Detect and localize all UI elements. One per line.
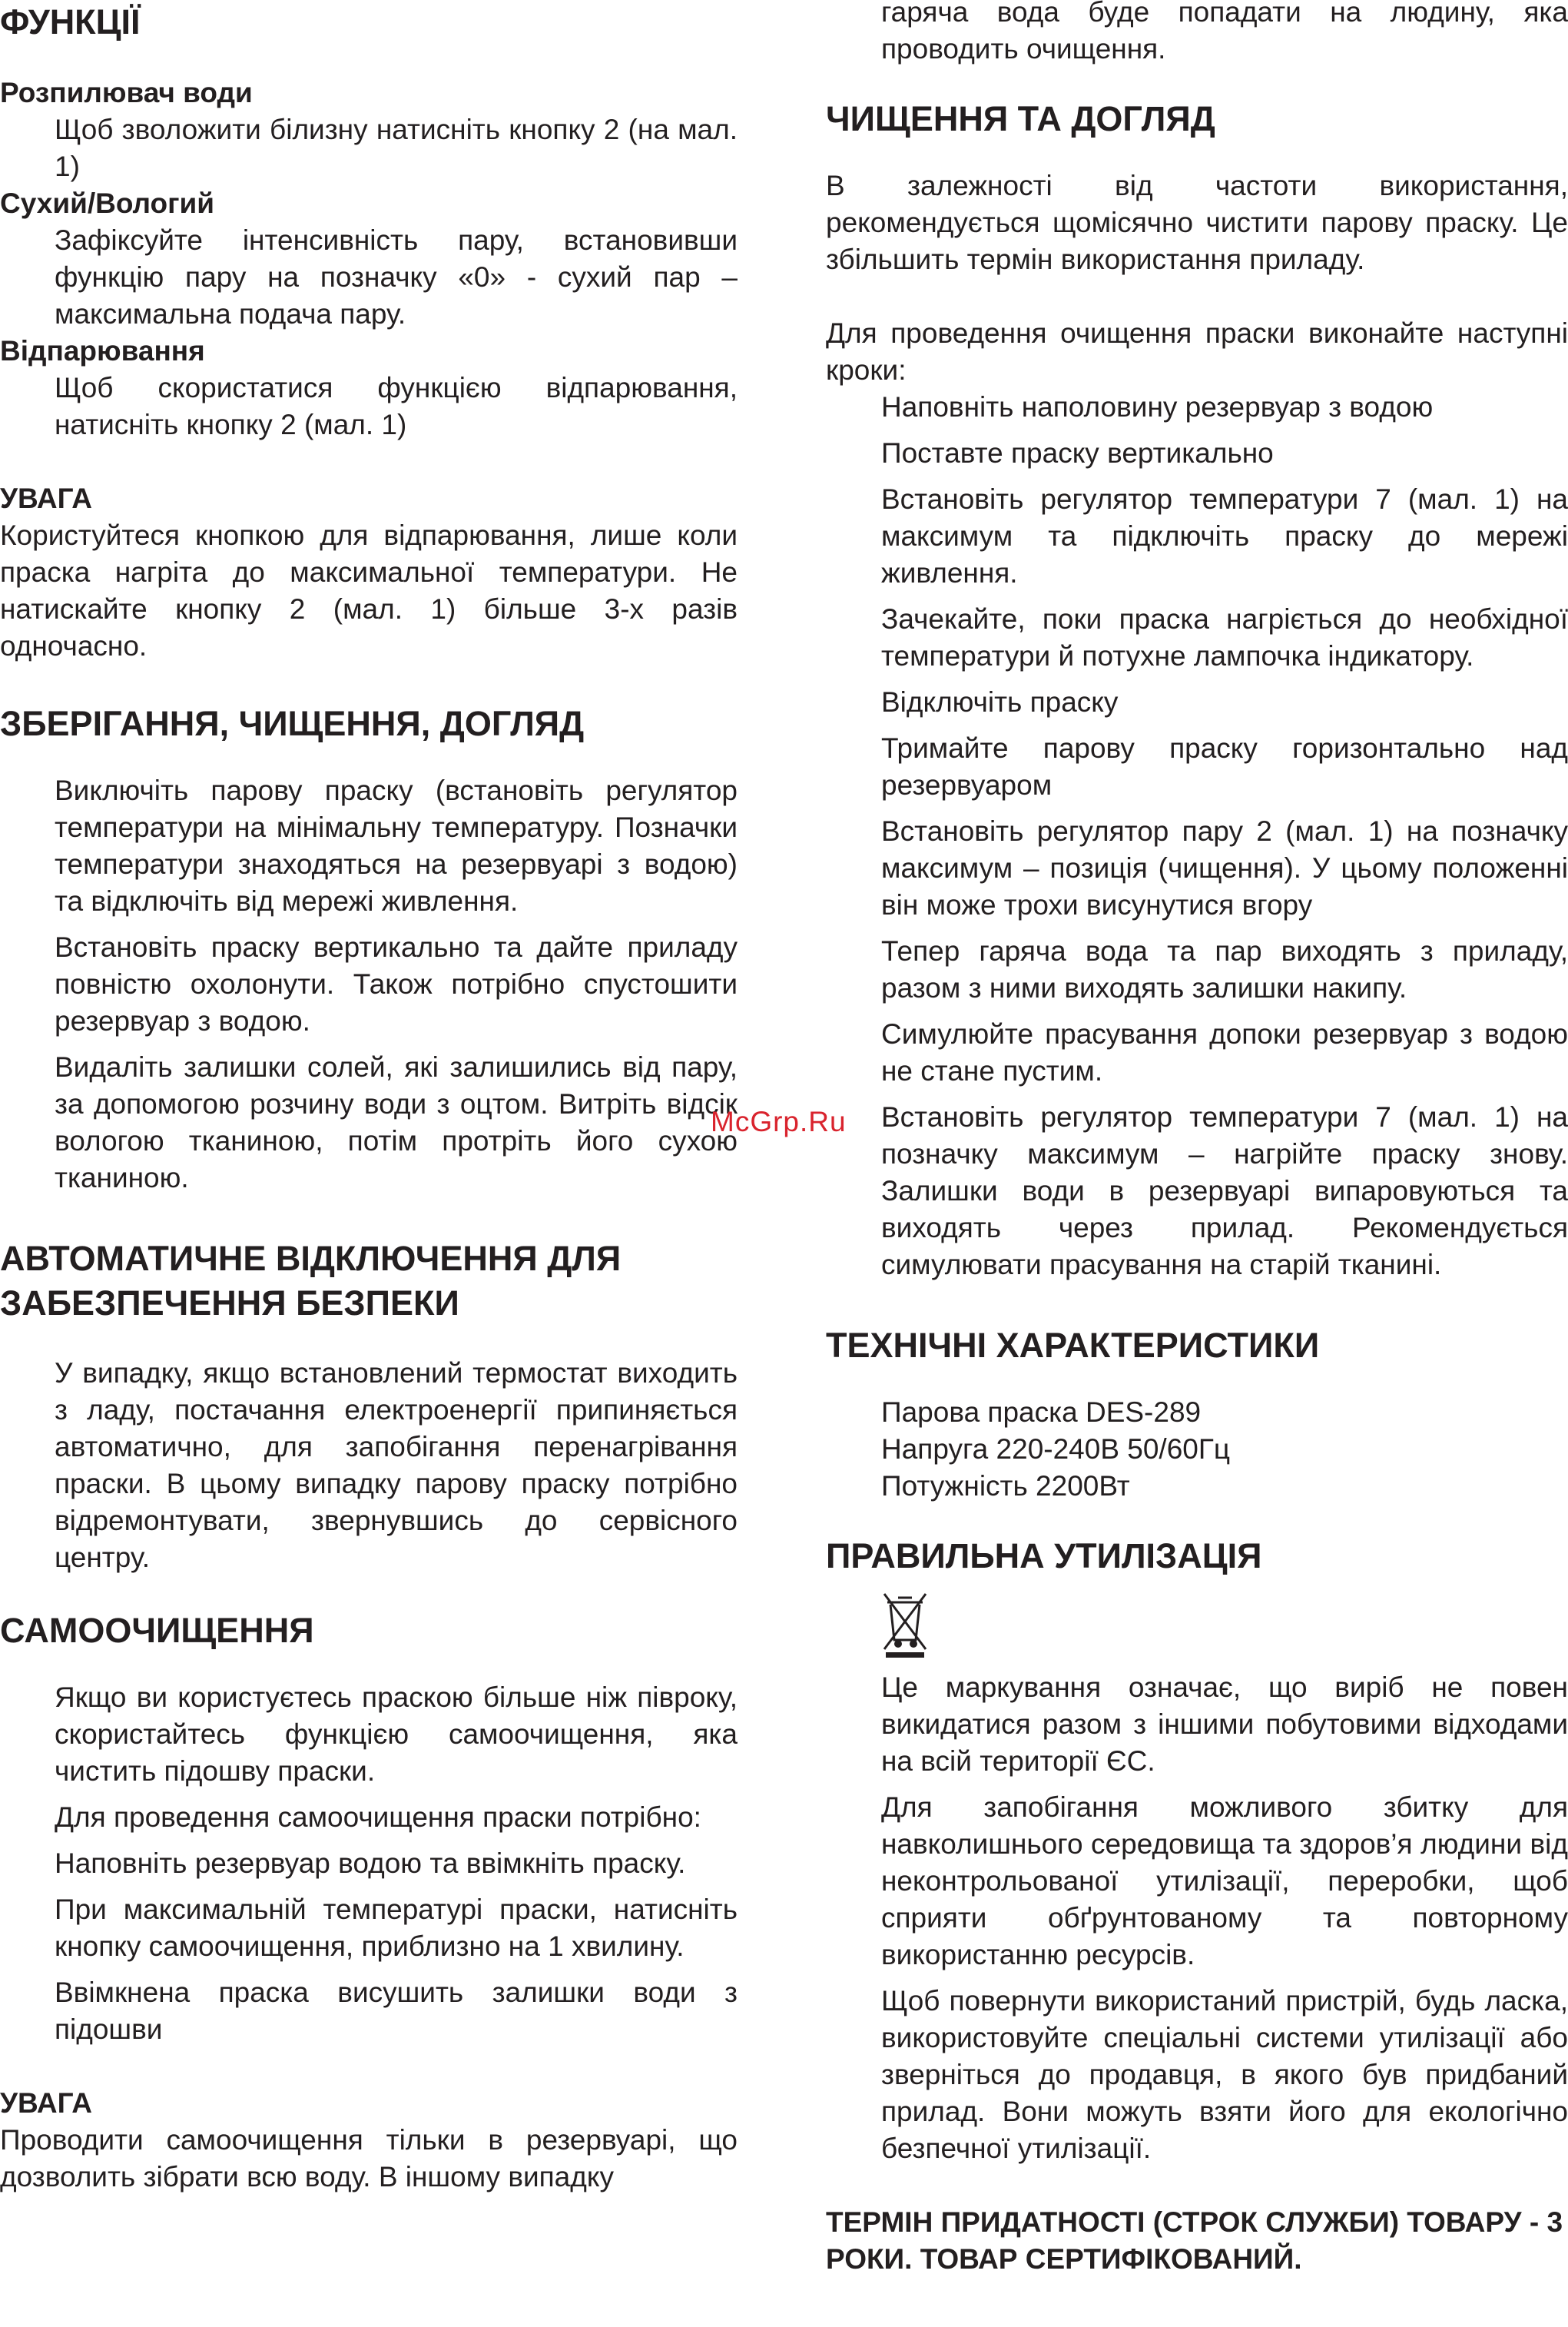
right-column xyxy=(826,0,1568,2278)
care-heading: ЧИЩЕННЯ ТА ДОГЛЯД xyxy=(826,99,1215,138)
spec-line: Парова праска DES-289 xyxy=(881,1396,1202,1428)
selfclean-step: Для проведення самоочищення праски потрібно: xyxy=(55,1801,701,1833)
selfclean-step: Якщо ви користуєтесь праскою більше ніж півроку, скористайтесь функцією самоочищення, яка чистить підошву праски. xyxy=(55,1681,738,1787)
drywet-subheading: Сухий/Вологий xyxy=(0,188,215,219)
storage-step: Виключіть парову праску (встановіть регулятор температури на мінімальну температуру. Позначки температури знаходяться на резервуарі з водою) та відключіть від мережі живлення. xyxy=(55,775,738,917)
care-step: Тепер гаряча вода та пар виходять з приладу, разом з ними виходять залишки накипу. xyxy=(881,935,1568,1004)
steam-subheading: Відпарювання xyxy=(0,335,205,367)
selfclean-step: Ввімкнена праска висушить залишки води з підошви xyxy=(55,1977,738,2045)
drywet-text: Зафіксуйте інтенсивність пару, встановивши функцію пару на позначку «0» - сухий пар – максимальна подача пару. xyxy=(55,224,738,330)
care-step: Відключіть праску xyxy=(881,686,1119,718)
storage-heading: ЗБЕРІГАННЯ, ЧИЩЕННЯ, ДОГЛЯД xyxy=(0,704,585,743)
functions-heading: ФУНКЦІЇ xyxy=(0,2,141,41)
specs-heading: ТЕХНІЧНІ ХАРАКТЕРИСТИКИ xyxy=(826,1326,1320,1365)
spec-line: Потужність 2200Вт xyxy=(881,1470,1130,1502)
care-step: Тримайте парову праску горизонтально над резервуаром xyxy=(881,732,1568,801)
left-column xyxy=(0,0,738,2196)
care-lead: Для проведення очищення праски виконайте наступні кроки: xyxy=(826,317,1568,386)
selfclean-step: При максимальній температурі праски, натисніть кнопку самоочищення, приблизно на 1 хвилину. xyxy=(55,1894,738,1962)
care-step: Встановіть регулятор пару 2 (мал. 1) на позначку максимум – позиція (чищення). У цьому положенні він може трохи висунутися вгору xyxy=(881,815,1568,921)
care-step: Поставте праску вертикально xyxy=(881,437,1274,469)
care-step: Наповніть наполовину резервуар з водою xyxy=(881,391,1434,423)
storage-step: Видаліть залишки солей, які залишились від пару, за допомогою розчину води з оцтом. Витріть відсік вологою тканиною, потім протріть його сухою тканиною. xyxy=(55,1051,738,1193)
spec-line: Напруга 220-240В 50/60Гц xyxy=(881,1433,1231,1465)
crossed-out-wheelie-bin-icon xyxy=(881,1591,929,1658)
selfclean-step: Наповніть резервуар водою та ввімкніть праску. xyxy=(55,1847,686,1879)
care-step: Встановіть регулятор температури 7 (мал. 1) на максимум та підключіть праску до мережі живлення. xyxy=(881,483,1568,589)
storage-step: Встановіть праску вертикально та дайте приладу повністю охолонути. Також потрібно спустошити резервуар з водою. xyxy=(55,931,738,1037)
warning-heading-2: УВАГА xyxy=(0,2087,92,2119)
watermark: McGrp.Ru xyxy=(711,1106,847,1137)
care-step: Зачекайте, поки праска нагріється до необхідної температури й потухне лампочка індикатору. xyxy=(881,603,1568,672)
steam-text: Щоб скористатися функцією відпарювання, натисніть кнопку 2 (мал. 1) xyxy=(55,372,738,440)
autooff-heading: АВТОМАТИЧНЕ ВІДКЛЮЧЕННЯ ДЛЯ ЗАБЕЗПЕЧЕННЯ БЕЗПЕКИ xyxy=(0,1239,622,1323)
warning-text-1: Користуйтеся кнопкою для відпарювання, лише коли праска нагріта до максимальної температури. Не натискайте кнопку 2 (мал. 1) більше 3-х разів одночасно. xyxy=(0,520,738,662)
spray-text: Щоб зволожити білизну натисніть кнопку 2 (на мал. 1) xyxy=(55,114,738,182)
warning-text-2: Проводити самоочищення тільки в резервуарі, що дозволить зібрати всю воду. В іншому випадку xyxy=(0,2124,738,2193)
warning-heading-1: УВАГА xyxy=(0,483,92,514)
disposal-paragraph: Для запобігання можливого збитку для навколишнього середовища та здоров’я людини від неконтрольованої утилізації, переробки, щоб сприяти обґрунтованому та повторному використанню ресурсів. xyxy=(881,1791,1568,1970)
care-step: Встановіть регулятор температури 7 (мал. 1) на позначку максимум – нагрійте праску знову. Залишки води в резервуарі випаровуються та виходять через прилад. Рекомендується симулювати прасування на старій тканині. xyxy=(881,1101,1568,1280)
spray-subheading: Розпилювач води xyxy=(0,77,253,108)
disposal-paragraph: Це маркування означає, що виріб не повен викидатися разом з іншими побутовими відходами на всій території ЄС. xyxy=(881,1671,1568,1777)
continued-text: гаряча вода буде попадати на людину, яка проводить очищення. xyxy=(881,0,1568,65)
disposal-heading: ПРАВИЛЬНА УТИЛІЗАЦІЯ xyxy=(826,1536,1262,1575)
lifetime-note: ТЕРМІН ПРИДАТНОСТІ (СТРОК СЛУЖБИ) ТОВАРУ - 3 РОКИ. ТОВАР СЕРТИФІКОВАНИЙ. xyxy=(826,2206,1563,2275)
care-intro: В залежності від частоти використання, рекомендується щомісячно чистити парову праску. Це збільшить термін використання приладу. xyxy=(826,170,1568,275)
disposal-paragraph: Щоб повернути використаний пристрій, будь ласка, використовуйте спеціальні системи утилізації або зверніться до продавця, в якого був придбаний прилад. Вони можуть взяти його для екологічно безпечної утилізації. xyxy=(881,1985,1568,2164)
autooff-text: У випадку, якщо встановлений термостат виходить з ладу, постачання електроенергії припиняється автоматично, для запобігання перенагрівання праски. В цьому випадку парову праску потрібно відремонтувати, звернувшись до сервісного центру. xyxy=(55,1357,738,1573)
selfclean-heading: САМООЧИЩЕННЯ xyxy=(0,1611,314,1650)
care-step: Симулюйте прасування допоки резервуар з водою не стане пустим. xyxy=(881,1018,1568,1087)
